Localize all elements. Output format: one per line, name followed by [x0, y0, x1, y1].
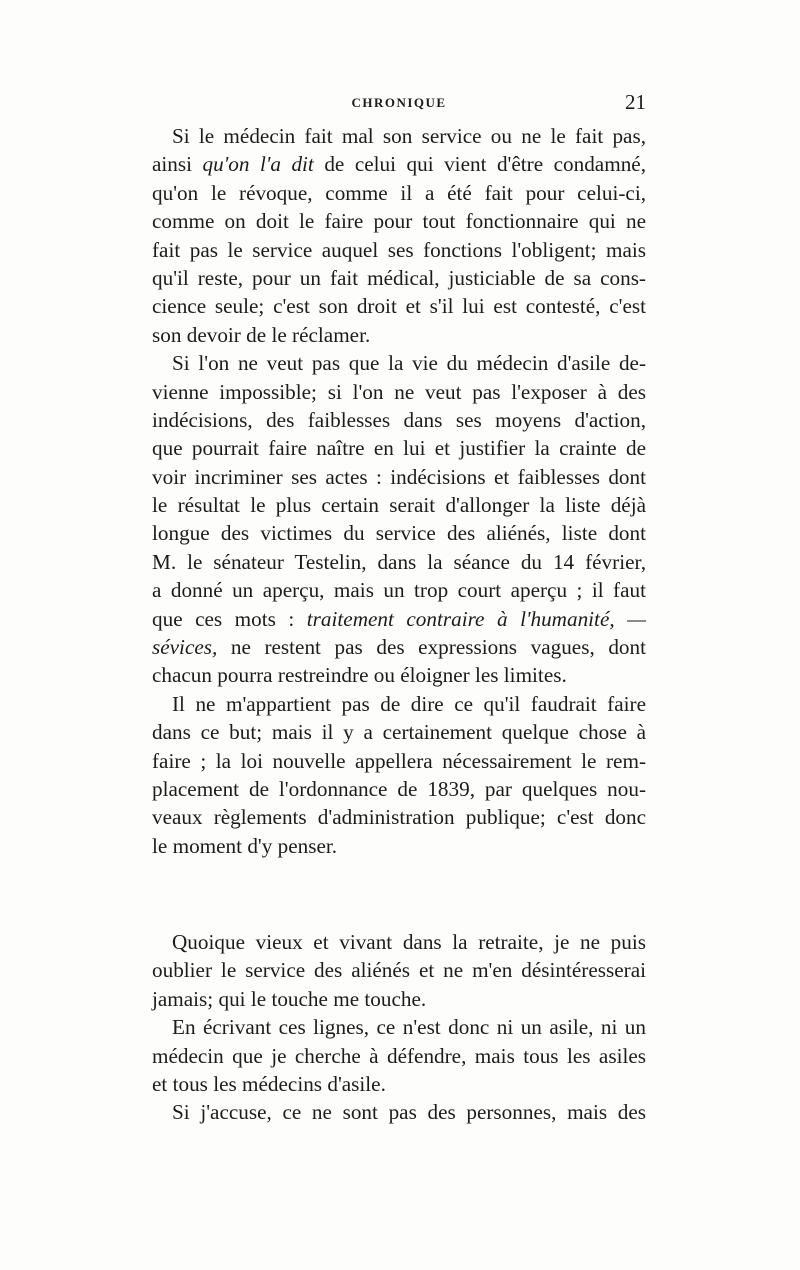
text-line: voir incriminer ses actes : indécisions et faiblesses dont [152, 464, 646, 489]
text-line: fait pas le service auquel ses fonctions l'obligent; mais [152, 237, 646, 262]
text-line: et tous les médecins d'asile. [152, 1071, 386, 1096]
italic-phrase: sévices, [152, 635, 218, 660]
text-line: Si l'on ne veut pas que la vie du médecin d'asile de- [172, 351, 646, 376]
text-line: sévices, ne restent pas des expressions vagues, dont [152, 635, 646, 660]
text-line: Quoique vieux et vivant dans la retraite, je ne puis [172, 930, 646, 954]
text-line: indécisions, des faiblesses dans ses moyens d'action, [152, 407, 646, 432]
text-line: faire ; la loi nouvelle appellera nécessairement le rem- [152, 748, 646, 773]
text-line: cience seule; c'est son droit et s'il lui est contesté, c'est [152, 294, 646, 319]
text-line: Si j'accuse, ce ne sont pas des personnes, mais des [172, 1100, 646, 1125]
text-line: qu'on le révoque, comme il a été fait pour celui-ci, [152, 180, 646, 205]
text-line: En écrivant ces lignes, ce n'est donc ni un asile, ni un [172, 1015, 646, 1040]
text-line: oublier le service des aliénés et ne m'en désintéresserai [152, 958, 646, 983]
text-line: Si le médecin fait mal son service ou ne le fait pas, [172, 124, 646, 148]
text-line: comme on doit le faire pour tout fonctionnaire qui ne [152, 209, 646, 234]
text-line: Il ne m'appartient pas de dire ce qu'il faudrait faire [172, 691, 646, 716]
text-line: que ces mots : traitement contraire à l'humanité, — [152, 606, 646, 631]
text-line: longue des victimes du service des aliénés, liste dont [152, 521, 646, 546]
running-title: CHRONIQUE [351, 95, 447, 110]
text-line: veaux règlements d'administration publique; c'est donc [152, 805, 646, 830]
page-number: 21 [625, 90, 646, 114]
text-line: le moment d'y penser. [152, 833, 338, 858]
text-line: ainsi qu'on l'a dit de celui qui vient d'être condamné, [152, 152, 646, 177]
text-section-2 [152, 928, 646, 1127]
text-line: qu'il reste, pour un fait médical, justiciable de sa cons- [152, 265, 646, 290]
text-line: son devoir de le réclamer. [152, 322, 371, 347]
text-line: vienne impossible; si l'on ne veut pas l'exposer à des [152, 379, 646, 404]
text-line: chacun pourra restreindre ou éloigner les limites. [152, 663, 567, 688]
running-head [152, 90, 646, 116]
italic-phrase: qu'on l'a dit [202, 152, 314, 177]
text-section-1 [152, 122, 646, 860]
text-line: le résultat le plus certain serait d'allonger la liste déjà [152, 493, 646, 518]
italic-phrase: traitement contraire à l'humanité, — [306, 606, 646, 631]
text-line: M. le sénateur Testelin, dans la séance du 14 février, [152, 549, 646, 574]
text-line: que pourrait faire naître en lui et justifier la crainte de [152, 436, 646, 461]
text-line: jamais; qui le touche me touche. [152, 986, 427, 1011]
text-line: a donné un aperçu, mais un trop court aperçu ; il faut [152, 578, 646, 603]
text-line: médecin que je cherche à défendre, mais tous les asiles [152, 1043, 646, 1068]
text-line: dans ce but; mais il y a certainement quelque chose à [152, 720, 646, 745]
text-line: placement de l'ordonnance de 1839, par quelques nou- [152, 776, 646, 801]
